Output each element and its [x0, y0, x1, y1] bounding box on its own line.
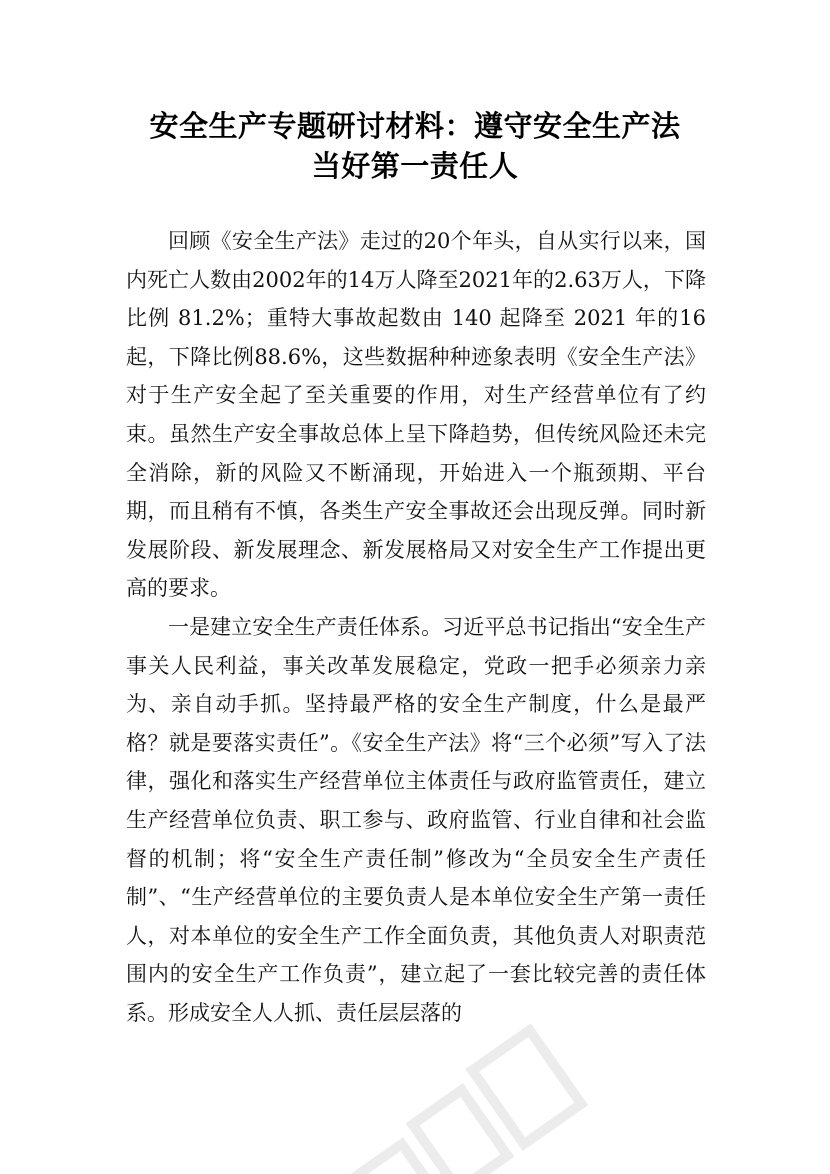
document-body	[126, 222, 706, 1032]
watermark-icon	[319, 1016, 601, 1174]
document-title-line-1: 安全生产专题研讨材料：遵守安全生产法	[149, 109, 681, 143]
paragraph-1: 回顾《安全生产法》走过的20个年头，自从实行以来，国内死亡人数由2002年的14万人降至2021年的2.63万人，下降比例 81.2%；重特大事故起数由 140 起降至 2021 年的16起，下降比例88.6%，这些数据种种迹象表明《安全生产法》对于生产安全起了至关重要的作用，对生产经营单位有了约束。虽然生产安全事故总体上呈下降趋势，但传统风险还未完全消除，新的风险又不断涌现，开始进入一个瓶颈期、平台期，而且稍有不慎，各类生产安全事故还会出现反弹。同时新发展阶段、新发展理念、新发展格局又对安全生产工作提出更高的要求。	[126, 229, 706, 601]
paragraph-2: 一是建立安全生产责任体系。习近平总书记指出“安全生产事关人民利益，事关改革发展稳定，党政一把手必须亲力亲为、亲自动手抓。坚持最严格的安全生产制度，什么是最严格？就是要落实责任”。《安全生产法》将“三个必须”写入了法律，强化和落实生产经营单位主体责任与政府监管责任，建立生产经营单位负责、职工参与、政府监管、行业自律和社会监督的机制；将“安全生产责任制”修改为“全员安全生产责任制”、“生产经营单位的主要负责人是本单位安全生产第一责任人，对本单位的安全生产工作全面负责，其他负责人对职责范围内的安全生产工作负责”，建立起了一套比较完善的责任体系。形成安全人人抓、责任层层落的	[126, 614, 706, 1025]
document-title-line-2: 当好第一责任人	[311, 149, 519, 183]
